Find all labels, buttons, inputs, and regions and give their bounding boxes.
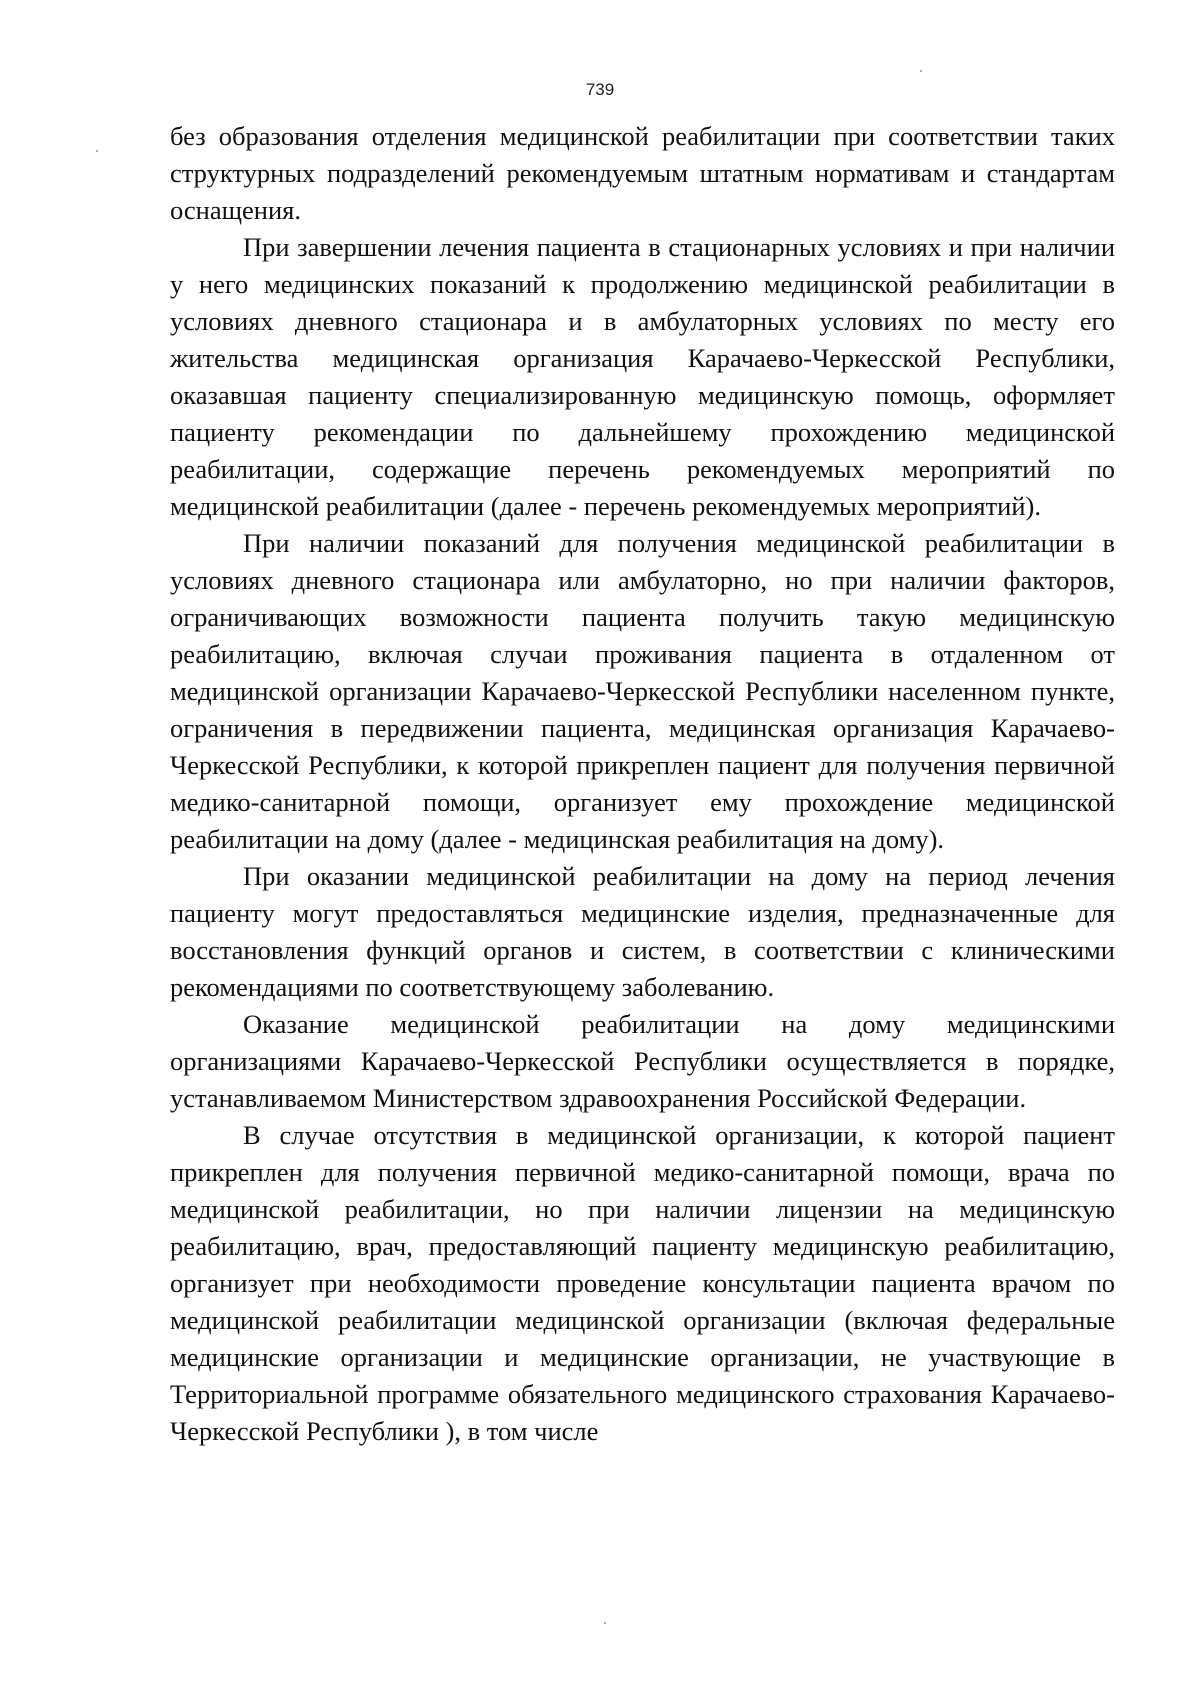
scan-speck: [604, 1622, 606, 1624]
scan-speck: [920, 70, 922, 72]
paragraph-continuation: без образования отделения медицинской реабилитации при соответствии таких структурных подразделений рекомендуемым штатным нормативам и стандартам оснащения.: [170, 121, 1115, 225]
paragraph-procedure: Оказание медицинской реабилитации на дому медицинскими организациями Карачаево-Черкесской Республики осуществляется в порядке, устанавливаемом Министерством здравоохранения Российской Федерации.: [170, 1009, 1115, 1113]
paragraph-home-rehabilitation: При наличии показаний для получения медицинской реабилитации в условиях дневного стационара или амбулаторно, но при наличии факторов, ограничивающих возможности пациента получить такую медицинскую реабилитацию, включая случаи проживания пациента в отдаленном от медицинской организации Карачаево-Черкесской Республики населенном пункте, ограничения в передвижении пациента, медицинская организация Карачаево-Черкесской Республики, к которой прикреплен пациент для получения первичной медико-санитарной помощи, организует ему прохождение медицинской реабилитации на дому (далее - медицинская реабилитация на дому).: [170, 528, 1115, 854]
document-body: [170, 118, 1115, 1450]
scan-speck: [96, 150, 98, 152]
paragraph-medical-devices: При оказании медицинской реабилитации на дому на период лечения пациенту могут предоставляться медицинские изделия, предназначенные для восстановления функций органов и систем, в соответствии с клиническими рекомендациями по соответствующему заболеванию.: [170, 861, 1115, 1002]
paragraph-consultation: В случае отсутствия в медицинской организации, к которой пациент прикреплен для получения первичной медико-санитарной помощи, врача по медицинской реабилитации, но при наличии лицензии на медицинскую реабилитацию, врач, предоставляющий пациенту медицинскую реабилитацию, организует при необходимости проведение консультации пациента врачом по медицинской реабилитации медицинской организации (включая федеральные медицинские организации и медицинские организации, не участвующие в Территориальной программе обязательного медицинского страхования Карачаево-Черкесской Республики ), в том числе: [170, 1120, 1115, 1446]
page-number: 739: [585, 80, 615, 99]
paragraph-discharge-recommendations: При завершении лечения пациента в стационарных условиях и при наличии у него медицинских показаний к продолжению медицинской реабилитации в условиях дневного стационара и в амбулаторных условиях по месту его жительства медицинская организация Карачаево-Черкесской Республики, оказавшая пациенту специализированную медицинскую помощь, оформляет пациенту рекомендации по дальнейшему прохождению медицинской реабилитации, содержащие перечень рекомендуемых мероприятий по медицинской реабилитации (далее - перечень рекомендуемых мероприятий).: [170, 232, 1115, 521]
